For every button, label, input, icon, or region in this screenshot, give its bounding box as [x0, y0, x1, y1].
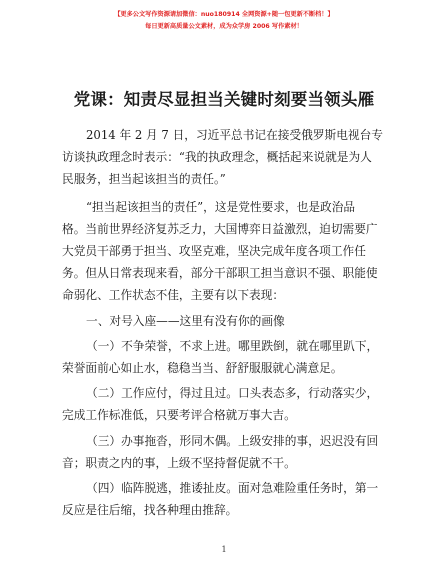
paragraph-item-3 [62, 430, 394, 474]
promo-banner-line-1: 【更多公文写作资源请加微信：nuo180914 全网资源+随一包更新不断档！】 [114, 11, 334, 18]
paragraph-line: 荣誉面前心如止水，稳稳当当、舒舒服服就心满意足。 [62, 361, 343, 376]
paragraph-line: （三）办事拖沓，形同木偶。上级安排的事，迟迟没有回 [86, 433, 379, 448]
paragraph-line: 完成工作标准低，只要考评合格就万事大吉。 [62, 408, 296, 423]
paragraph-line: “担当起该担当的责任”，这是党性要求，也是政治品 [86, 199, 356, 214]
document-body [62, 124, 394, 521]
paragraph-line: 访谈执政理念时表示：“我的执政理念，概括起来说就是为人 [62, 150, 372, 165]
paragraph-item-2 [62, 382, 394, 426]
page-number: 1 [221, 545, 227, 554]
paragraph-1 [62, 124, 394, 191]
paragraph-item-4 [62, 477, 394, 521]
paragraph-line: 格。当前世界经济复苏乏力，大国博弈日益激烈，迫切需要广 [62, 221, 378, 236]
paragraph-2 [62, 196, 394, 307]
paragraph-line: 音；职责之内的事，上级不坚持督促就不干。 [62, 455, 296, 470]
document-title: 党课：知责尽显担当关键时刻要当领头雁 [73, 90, 375, 109]
paragraph-line: （一）不争荣誉，不求上进。哪里跌倒，就在哪里趴下， [86, 338, 379, 353]
paragraph-line: 务。但从日常表现来看，部分干部职工担当意识不强、职能使 [62, 266, 378, 281]
section-heading [62, 310, 394, 332]
paragraph-line: （二）工作应付，得过且过。口头表态多，行动落实少， [86, 386, 379, 401]
paragraph-line: 命弱化、工作状态不佳，主要有以下表现： [62, 288, 285, 303]
paragraph-line: （四）临阵脱逃，推诿扯皮。面对急难险重任务时，第一 [86, 481, 379, 496]
paragraph-item-1 [62, 335, 394, 379]
paragraph-line: 反应是往后缩，找各种理由推辞。 [62, 503, 238, 518]
paragraph-line: 民服务，担当起该担当的责任。” [62, 172, 226, 187]
promo-banner-line-2: 每日更新高质量公文素材，成为众学房 2006 写作素材！ [145, 23, 303, 30]
paragraph-line: 2014 年 2 月 7 日，习近平总书记在接受俄罗斯电视台专 [86, 128, 383, 142]
paragraph-line: 大党员干部勇于担当、攻坚克难，坚决完成年度各项工作任 [62, 244, 366, 259]
section-heading-line: 一、对号入座——这里有没有你的画像 [86, 313, 285, 328]
